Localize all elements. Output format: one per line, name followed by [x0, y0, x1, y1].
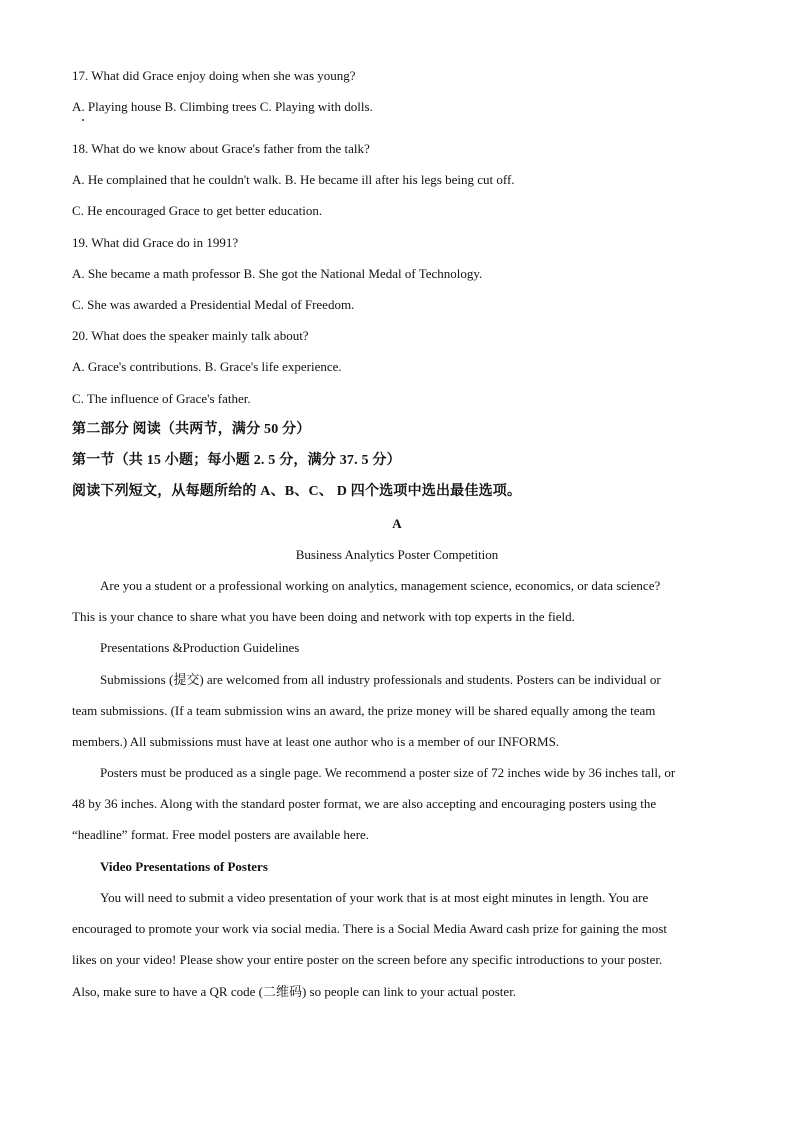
- paragraph-6-line-4: Also, make sure to have a QR code (二维码) so people can link to your actual poster.: [72, 984, 517, 999]
- paragraph-6-line-3: likes on your video! Please show your entire poster on the screen before any specific introductions to your poster.: [72, 952, 663, 967]
- paragraph-1-line-1: Are you a student or a professional working on analytics, management science, economics, or data science?: [100, 578, 661, 593]
- paragraph-4-line-1: Posters must be produced as a single page. We recommend a poster size of 72 inches wide by 36 inches tall, or: [100, 765, 676, 780]
- passage-letter: A: [392, 516, 402, 531]
- paragraph-3-line-3: members.) All submissions must have at least one author who is a member of our INFORMS.: [72, 734, 560, 749]
- video-heading: Video Presentations of Posters: [100, 859, 268, 874]
- question-20-options-ab: A. Grace's contributions. B. Grace's life experience.: [72, 359, 342, 374]
- passage-title: Business Analytics Poster Competition: [295, 547, 499, 562]
- paragraph-6-line-2: encouraged to promote your work via social media. There is a Social Media Award cash prize for gaining the most: [72, 921, 667, 936]
- question-20-option-c: C. The influence of Grace's father.: [72, 391, 251, 406]
- part-two-heading: 第二部分 阅读（共两节，满分 50 分）: [72, 422, 311, 437]
- question-18-options-ab: A. He complained that he couldn't walk. B. He became ill after his legs being cut off.: [72, 172, 515, 187]
- paragraph-4-line-3: “headline” format. Free model posters are available here.: [72, 827, 370, 842]
- reading-instruction: 阅读下列短文，从每题所给的 A、B、C、 D 四个选项中选出最佳选项。: [72, 484, 522, 499]
- question-20-stem: 20. What does the speaker mainly talk about?: [72, 328, 309, 343]
- question-19-option-c: C. She was awarded a Presidential Medal of Freedom.: [72, 297, 355, 312]
- question-17-stem: 17. What did Grace enjoy doing when she was young?: [72, 68, 356, 83]
- question-18-stem: 18. What do we know about Grace's father from the talk?: [72, 141, 370, 156]
- paragraph-6-line-1: You will need to submit a video presentation of your work that is at most eight minutes in length. You are: [100, 890, 649, 905]
- question-19-options-ab: A. She became a math professor B. She got the National Medal of Technology.: [72, 266, 483, 281]
- paragraph-3-line-2: team submissions. (If a team submission wins an award, the prize money will be shared equally among the team: [72, 703, 656, 718]
- stray-dot: [82, 119, 84, 121]
- paragraph-1-line-2: This is your chance to share what you have been doing and network with top experts in the field.: [72, 609, 575, 624]
- paragraph-4-line-2: 48 by 36 inches. Along with the standard poster format, we are also accepting and encouraging posters using the: [72, 796, 657, 811]
- question-18-option-c: C. He encouraged Grace to get better education.: [72, 203, 323, 218]
- section-one-heading: 第一节（共 15 小题；每小题 2. 5 分，满分 37. 5 分）: [72, 453, 401, 468]
- question-19-stem: 19. What did Grace do in 1991?: [72, 235, 239, 250]
- guidelines-heading: Presentations &Production Guidelines: [100, 640, 300, 655]
- question-17-options: A. Playing house B. Climbing trees C. Playing with dolls.: [72, 99, 373, 114]
- paragraph-3-line-1: Submissions (提交) are welcomed from all industry professionals and students. Posters can be individual or: [100, 672, 661, 687]
